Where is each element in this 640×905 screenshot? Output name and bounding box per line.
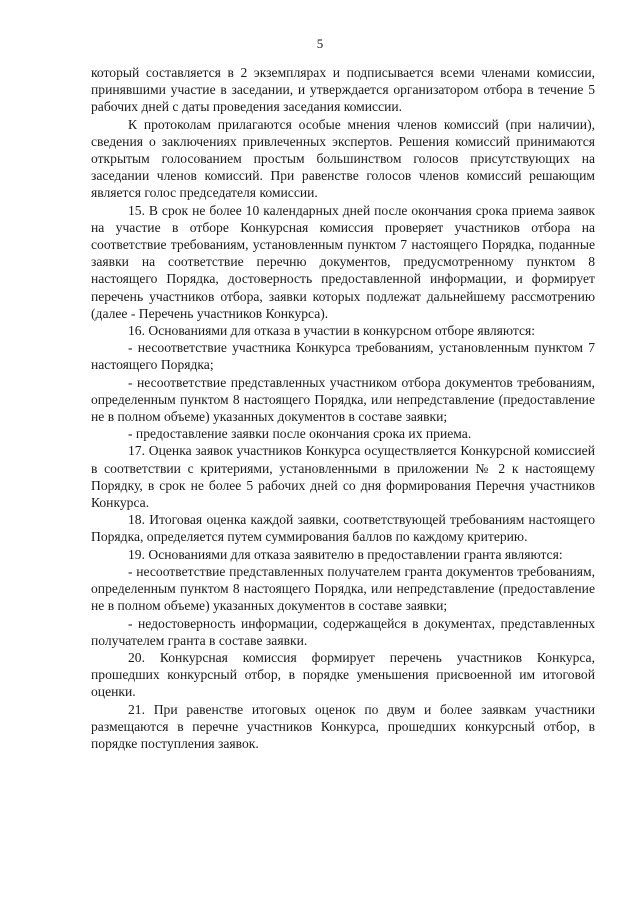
paragraph-item-19-ground-1: - несоответствие представленных получателем гранта документов требованиям, определенным пунктом 8 настоящего Порядка, или непредставление (предоставление не в полном объеме) указанных документов в составе заявки; — [91, 563, 595, 614]
paragraph-item-20: 20. Конкурсная комиссия формирует перечень участников Конкурса, прошедших конкурсный отбор, в порядке уменьшения присвоенной им итоговой оценки. — [91, 649, 595, 700]
paragraph-protocol-attachments: К протоколам прилагаются особые мнения членов комиссий (при наличии), сведения о заключениях привлеченных экспертов. Решения комиссий принимаются открытым голосованием простым большинством голосов присутствующих на заседании членов комиссий. При равенстве голосов членов комиссий решающим является голос председателя комиссии. — [91, 116, 595, 201]
paragraph-item-16-ground-1: - несоответствие участника Конкурса требованиям, установленным пунктом 7 настоящего Порядка; — [91, 340, 595, 373]
document-body — [91, 64, 595, 752]
page-number: 5 — [316, 36, 324, 51]
paragraph-item-15: 15. В срок не более 10 календарных дней после окончания срока приема заявок на участие в отборе Конкурсная комиссия проверяет участников отбора на соответствие требованиям, установленным пунктом 7 настоящего Порядка, поданные заявки на соответствие перечню документов, предусмотренному пунктом 8 настоящего Порядка, достоверность предоставленной информации, и формирует перечень участников отбора, заявки которых подлежат дальнейшему рассмотрению (далее - Перечень участников Конкурса). — [91, 202, 595, 321]
paragraph-item-16: 16. Основаниями для отказа в участии в конкурсном отборе являются: — [128, 323, 536, 339]
paragraph-item-21: 21. При равенстве итоговых оценок по двум и более заявкам участники размещаются в перечне участников Конкурса, прошедших конкурсный отбор, в порядке поступления заявок. — [91, 701, 595, 751]
paragraph-item-17: 17. Оценка заявок участников Конкурса осуществляется Конкурсной комиссией в соответствии с критериями, установленными в приложении № 2 к настоящему Порядку, в срок не более 5 рабочих дней со дня формирования Перечня участников Конкурса. — [91, 443, 595, 511]
paragraph-item-19-ground-2: - недостоверность информации, содержащейся в документах, представленных получателем гранта в составе заявки. — [91, 615, 595, 648]
paragraph-protocol-continuation: который составляется в 2 экземплярах и подписывается всеми членами комиссии, принявшими участие в заседании, и утверждается организатором отбора в течение 5 рабочих дней с даты проведения заседания комиссии. — [91, 65, 595, 115]
paragraph-item-19: 19. Основаниями для отказа заявителю в предоставлении гранта являются: — [128, 546, 563, 562]
paragraph-item-16-ground-2: - несоответствие представленных участником отбора документов требованиям, определенным пунктом 8 настоящего Порядка, или непредставление (предоставление не в полном объеме) указанных документов в составе заявки; — [91, 374, 595, 425]
paragraph-item-16-ground-3: - предоставление заявки после окончания срока их приема. — [128, 426, 472, 442]
paragraph-item-18: 18. Итоговая оценка каждой заявки, соответствующей требованиям настоящего Порядка, определяется путем суммирования баллов по каждому критерию. — [91, 512, 595, 545]
